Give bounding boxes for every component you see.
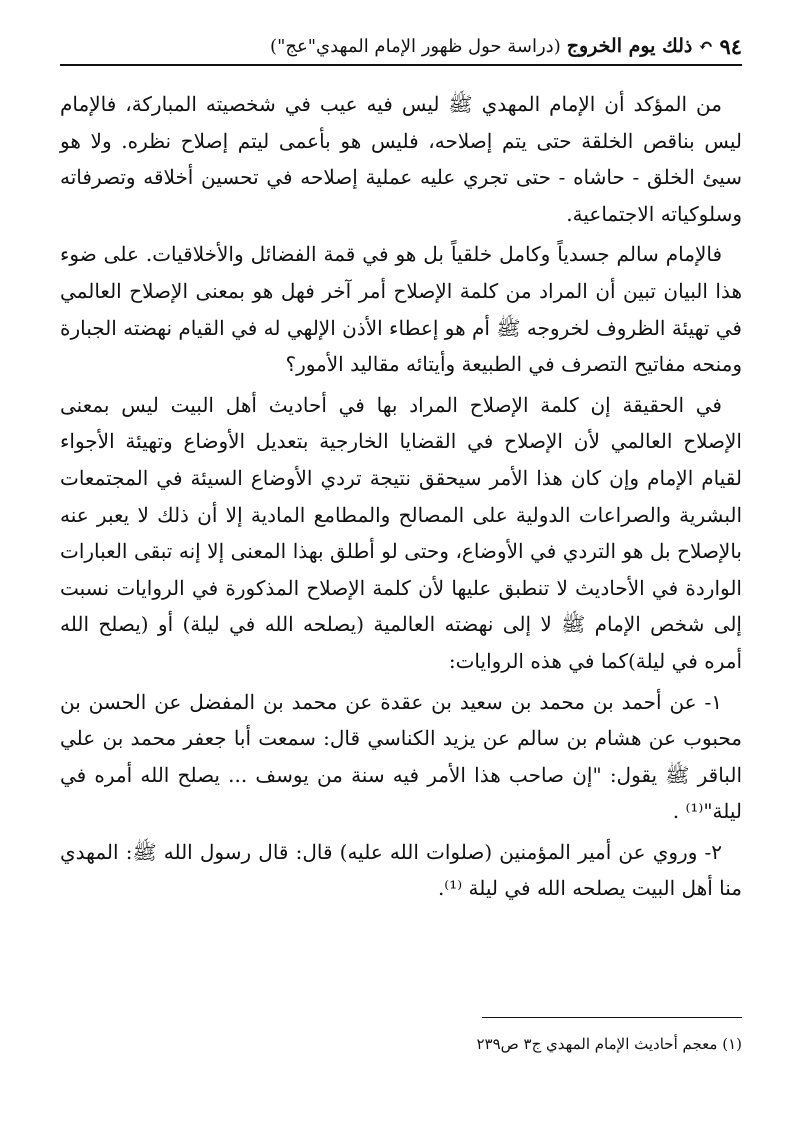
footnote-rule xyxy=(482,1017,742,1018)
paragraph: ١- عن أحمد بن محمد بن سعيد بن عقدة عن محمد بن المفضل عن الحسن بن محبوب عن هشام بن سالم عن يزيد الكناسي قال: سمعت أبا جعفر محمد بن علي الباقر ﷺ يقول: "إن صاحب هذا الأمر فيه سنة من يوسف ... يصلح الله أمره في ليلة"⁽¹⁾ . xyxy=(60,689,742,824)
paragraph: من المؤكد أن الإمام المهدي ﷺ ليس فيه عيب في شخصيته المباركة، فالإمام ليس بناقص الخلقة حتى يتم إصلاحه، فليس هو بأعمى ليتم إصلاح نظره. ولا هو سيئ الخلق - حاشاه - حتى تجري عليه عملية إصلاحه في تحسين أخلاقه وتصرفاته وسلوكياته الاجتماعية. xyxy=(60,92,742,226)
header-rule xyxy=(60,64,742,66)
paragraph: ٢- وروي عن أمير المؤمنين (صلوات الله عليه) قال: قال رسول الله ﷺ: المهدي منا أهل البيت يصلحه الله في ليلة ⁽¹⁾. xyxy=(60,839,742,901)
paragraph: فالإمام سالم جسدياً وكامل خلقياً بل هو في قمة الفضائل والأخلاقيات. على ضوء هذا البيان تبين أن المراد من كلمة الإصلاح أمر آخر فهل هو بمعنى الإصلاح العالمي في تهيئة الظروف لخروجه ﷺ أم هو إعطاء الأذن الإلهي له في القيام نهضته الجبارة ومنحه مفاتيح التصرف في الطبيعة وأيتائه مقاليد الأمور؟ xyxy=(60,242,742,377)
page-number: ٩٤ xyxy=(719,33,742,59)
footnote: (١) معجم أحاديث الإمام المهدي ج٣ ص٢٣٩ xyxy=(476,1035,742,1053)
running-header xyxy=(60,30,742,62)
book-title: ذلك يوم الخروج xyxy=(566,35,693,57)
book-subtitle: (دراسة حول ظهور الإمام المهدي"عج") xyxy=(270,35,561,57)
paragraph: في الحقيقة إن كلمة الإصلاح المراد بها في أحاديث أهل البيت ليس بمعنى الإصلاح العالمي لأن الإصلاح في القضايا الخارجية بتعديل الأوضاع وتهيئة الأجواء لقيام الإمام وإن كان هذا الأمر سيحقق نتيجة تردي الأوضاع السيئة في المجتمعات البشرية والصراعات الدولية على المصالح والمطامع المادية إلا أن ذلك لا يعبر عنه بالإصلاح بل هو التردي في الأوضاع، وحتى لو أطلق بهذا المعنى إلا إنه تبقى العبارات الواردة في الأحاديث لا تنطبق عليها لأن كلمة الإصلاح المذكورة في الروايات نسبت إلى شخص الإمام ﷺ لا إلى نهضته العالمية (يصلحه الله في ليلة) أو (يصلح الله أمره في ليلة)كما في هذه الروايات: xyxy=(60,392,742,673)
main-text xyxy=(60,86,742,911)
curved-arrow-icon: ↶ xyxy=(698,35,714,57)
